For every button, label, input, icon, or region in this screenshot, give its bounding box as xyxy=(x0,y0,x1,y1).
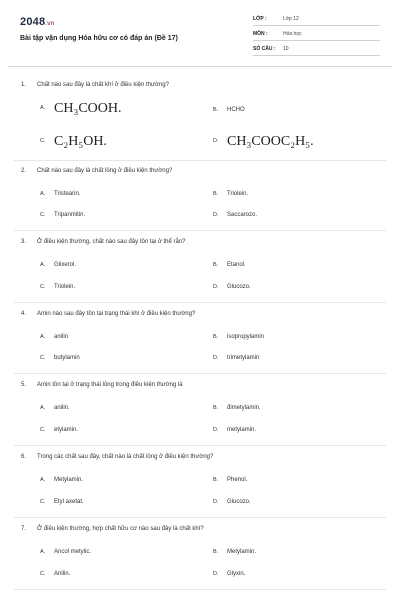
header-divider xyxy=(8,66,392,67)
option-letter: A. xyxy=(40,477,46,483)
option-letter: B. xyxy=(213,334,219,340)
question-2 xyxy=(21,168,172,174)
option-text: Glixerol. xyxy=(54,262,77,268)
option-letter: D. xyxy=(213,571,219,577)
option-text: trimetylamin xyxy=(227,355,260,361)
option-letter: C. xyxy=(40,138,46,144)
option-3a[interactable] xyxy=(40,262,76,268)
option-text: Ancol metylic. xyxy=(54,549,92,555)
meta-row-class xyxy=(253,16,380,26)
question-text: Chất nào sau đây là chất lỏng ở điều kiện thường? xyxy=(37,168,173,174)
question-text: Amin nào sau đây tồn tại trạng thái khí ở điều kiện thường? xyxy=(37,311,196,317)
option-5d[interactable] xyxy=(213,427,256,433)
option-text: Etyl axetat. xyxy=(54,499,84,505)
option-text: Metylamin. xyxy=(227,549,257,555)
logo-suffix: .vn xyxy=(45,21,55,27)
option-4c[interactable] xyxy=(40,355,80,361)
option-7d[interactable] xyxy=(213,571,245,577)
option-letter: B. xyxy=(213,107,219,113)
question-number: 7. xyxy=(21,526,27,532)
option-2c[interactable] xyxy=(40,212,85,218)
option-letter: D. xyxy=(213,138,219,144)
option-text: metylamin. xyxy=(227,427,257,433)
question-7 xyxy=(21,526,204,532)
option-2d[interactable] xyxy=(213,212,257,218)
meta-value-subject: Hóa học xyxy=(283,31,302,37)
option-6d[interactable] xyxy=(213,499,251,505)
option-letter: D. xyxy=(213,427,219,433)
option-text: Phenol. xyxy=(227,477,248,483)
option-letter: C. xyxy=(40,427,46,433)
question-text: Chất nào sau đây là chất khí ở điều kiện thường? xyxy=(37,82,169,88)
option-letter: A. xyxy=(40,262,46,268)
option-1a[interactable] xyxy=(40,101,122,117)
option-text: Metylamin. xyxy=(54,477,84,483)
question-1 xyxy=(21,82,169,88)
option-3d[interactable] xyxy=(213,284,251,290)
option-letter: B. xyxy=(213,477,219,483)
option-letter: C. xyxy=(40,284,46,290)
option-4a[interactable] xyxy=(40,334,68,340)
option-text: đimetylamin. xyxy=(227,405,261,411)
option-letter: A. xyxy=(40,191,46,197)
option-letter: B. xyxy=(213,405,219,411)
option-6a[interactable] xyxy=(40,477,83,483)
meta-value-count: 10 xyxy=(283,46,289,52)
option-letter: A. xyxy=(40,549,46,555)
question-number: 4. xyxy=(21,311,27,317)
option-3b[interactable] xyxy=(213,262,246,268)
option-text: Etanol. xyxy=(227,262,246,268)
question-number: 1. xyxy=(21,82,27,88)
option-3c[interactable] xyxy=(40,284,75,290)
worksheet-header xyxy=(0,0,400,64)
option-text: Anilin. xyxy=(54,571,71,577)
meta-key-class: LỚP : xyxy=(253,16,267,22)
option-5a[interactable] xyxy=(40,405,70,411)
option-text: Triolein. xyxy=(54,284,76,290)
option-text: Glucozo. xyxy=(227,284,251,290)
option-text: etylamin. xyxy=(54,427,79,433)
option-letter: A. xyxy=(40,334,46,340)
option-letter: D. xyxy=(213,355,219,361)
option-letter: C. xyxy=(40,571,46,577)
option-6c[interactable] xyxy=(40,499,84,505)
question-divider xyxy=(14,160,386,161)
question-text: Trong các chất sau đây, chất nào là chất lỏng ở điều kiện thường? xyxy=(37,454,214,460)
option-letter: C. xyxy=(40,355,46,361)
option-letter: C. xyxy=(40,212,46,218)
option-text: Saccarozo. xyxy=(227,212,258,218)
question-divider xyxy=(14,445,386,446)
option-text: Triolein. xyxy=(227,191,249,197)
question-divider xyxy=(14,589,386,590)
question-text: Amin tồn tại ở trạng thái lỏng trong điều kiện thường là xyxy=(37,382,183,388)
question-number: 3. xyxy=(21,239,27,245)
question-divider xyxy=(14,517,386,518)
option-text: isopropylamin xyxy=(227,334,265,340)
question-4 xyxy=(21,311,195,317)
page-title: Bài tập vận dụng Hóa hữu cơ có đáp án (Đề 17) xyxy=(20,35,178,42)
option-letter: D. xyxy=(213,499,219,505)
option-4d[interactable] xyxy=(213,355,259,361)
option-7b[interactable] xyxy=(213,549,256,555)
question-number: 2. xyxy=(21,168,27,174)
meta-divider xyxy=(253,55,380,56)
option-text: CH₃COOH. xyxy=(54,101,122,116)
option-text: Tristearin. xyxy=(54,191,81,197)
option-text: HCHO xyxy=(227,107,245,113)
option-text: Glucozo. xyxy=(227,499,251,505)
meta-divider xyxy=(253,40,380,41)
meta-row-subject xyxy=(253,31,380,41)
meta-row-count xyxy=(253,46,380,56)
question-number: 6. xyxy=(21,454,27,460)
option-text: C₂H₅OH. xyxy=(54,134,107,149)
option-letter: D. xyxy=(213,284,219,290)
option-1d[interactable] xyxy=(213,134,314,150)
option-text: Tripanmitin. xyxy=(54,212,86,218)
question-3 xyxy=(21,239,185,245)
site-logo[interactable] xyxy=(20,16,55,28)
option-1b[interactable] xyxy=(213,107,245,113)
question-text: Ở điều kiện thường, hợp chất hữu cơ nào sau đây là chất khí? xyxy=(37,526,204,532)
meta-key-count: SỐ CÂU : xyxy=(253,46,276,52)
option-7c[interactable] xyxy=(40,571,70,577)
option-text: butylamin xyxy=(54,355,80,361)
option-6b[interactable] xyxy=(213,477,247,483)
option-text: Glyxin. xyxy=(227,571,246,577)
option-1c[interactable] xyxy=(40,134,107,150)
option-7a[interactable] xyxy=(40,549,91,555)
option-letter: C. xyxy=(40,499,46,505)
question-text: Ở điều kiện thường, chất nào sau đây tồn tại ở thể rắn? xyxy=(37,239,186,245)
meta-value-class: Lớp 12 xyxy=(283,16,299,22)
option-letter: A. xyxy=(40,105,46,111)
option-text: CH₃COOC₂H₅. xyxy=(227,134,314,149)
question-divider xyxy=(14,230,386,231)
option-2b[interactable] xyxy=(213,191,248,197)
option-5c[interactable] xyxy=(40,427,78,433)
option-letter: B. xyxy=(213,549,219,555)
logo-main: 2048 xyxy=(20,16,46,28)
option-5b[interactable] xyxy=(213,405,261,411)
option-2a[interactable] xyxy=(40,191,80,197)
option-4b[interactable] xyxy=(213,334,264,340)
option-letter: D. xyxy=(213,212,219,218)
question-5 xyxy=(21,382,183,388)
option-letter: A. xyxy=(40,405,46,411)
option-text: anilin. xyxy=(54,405,70,411)
question-divider xyxy=(14,302,386,303)
question-6 xyxy=(21,454,213,460)
question-number: 5. xyxy=(21,382,27,388)
option-text: anilin xyxy=(54,334,69,340)
option-letter: B. xyxy=(213,191,219,197)
option-letter: B. xyxy=(213,262,219,268)
question-divider xyxy=(14,373,386,374)
meta-key-subject: MÔN : xyxy=(253,31,268,37)
meta-divider xyxy=(253,25,380,26)
